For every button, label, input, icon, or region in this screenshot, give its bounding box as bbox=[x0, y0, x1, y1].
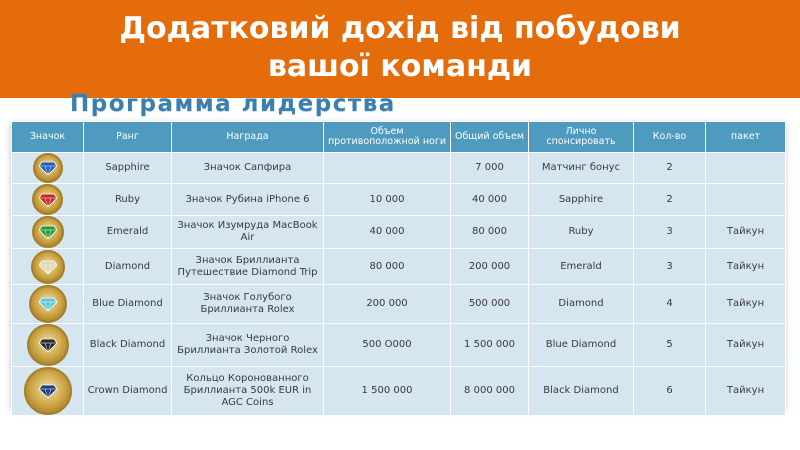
reward-cell: Значок Бриллианта Путешествие Diamond Trip bbox=[172, 249, 324, 285]
personal-sponsor-cell: Матчинг бонус bbox=[529, 153, 634, 184]
total-volume-cell: 200 000 bbox=[451, 249, 529, 285]
badge-cell bbox=[12, 249, 84, 285]
badge-cell bbox=[12, 324, 84, 367]
personal-sponsor-cell: Sapphire bbox=[529, 184, 634, 216]
quantity-cell: 2 bbox=[634, 184, 706, 216]
program-subtitle: Программа лидерства bbox=[70, 91, 396, 117]
reward-cell: Значок Черного Бриллианта Золотой Rolex bbox=[172, 324, 324, 367]
total-volume-cell: 40 000 bbox=[451, 184, 529, 216]
opposite-volume-cell: 10 000 bbox=[324, 184, 451, 216]
rank-cell: Crown Diamond bbox=[84, 367, 172, 416]
opposite-volume-cell bbox=[324, 153, 451, 184]
col-header-personal-sponsor: Лично спонсировать bbox=[529, 122, 634, 153]
quantity-cell: 5 bbox=[634, 324, 706, 367]
quantity-cell: 6 bbox=[634, 367, 706, 416]
rank-badge-icon bbox=[33, 153, 63, 183]
package-cell: Тайкун bbox=[706, 249, 786, 285]
rank-badge-icon bbox=[29, 285, 67, 323]
table-row bbox=[12, 216, 786, 249]
table-header-row bbox=[12, 122, 786, 153]
total-volume-cell: 1 500 000 bbox=[451, 324, 529, 367]
reward-cell: Кольцо Коронованного Бриллианта 500k EUR in AGC Coins bbox=[172, 367, 324, 416]
rank-cell: Diamond bbox=[84, 249, 172, 285]
package-cell: Тайкун bbox=[706, 216, 786, 249]
rank-badge-icon bbox=[24, 367, 72, 415]
col-header-reward: Награда bbox=[172, 122, 324, 153]
badge-cell bbox=[12, 285, 84, 324]
leadership-table bbox=[11, 121, 786, 416]
rank-cell: Black Diamond bbox=[84, 324, 172, 367]
table-row bbox=[12, 249, 786, 285]
reward-cell: Значок Изумруда MacBook Air bbox=[172, 216, 324, 249]
badge-cell bbox=[12, 153, 84, 184]
opposite-volume-cell: 80 000 bbox=[324, 249, 451, 285]
total-volume-cell: 7 000 bbox=[451, 153, 529, 184]
badge-cell bbox=[12, 367, 84, 416]
package-cell bbox=[706, 153, 786, 184]
personal-sponsor-cell: Diamond bbox=[529, 285, 634, 324]
table-row bbox=[12, 367, 786, 416]
title-banner bbox=[0, 0, 800, 98]
table-row bbox=[12, 184, 786, 216]
quantity-cell: 2 bbox=[634, 153, 706, 184]
col-header-opposite-volume: Объем противоположной ноги bbox=[324, 122, 451, 153]
col-header-rank: Ранг bbox=[84, 122, 172, 153]
col-header-package: пакет bbox=[706, 122, 786, 153]
badge-cell bbox=[12, 216, 84, 249]
rank-cell: Sapphire bbox=[84, 153, 172, 184]
title-line-1: Додатковий дохід від побудови bbox=[119, 11, 681, 46]
rank-cell: Ruby bbox=[84, 184, 172, 216]
reward-cell: Значок Рубина iPhone 6 bbox=[172, 184, 324, 216]
rank-badge-icon bbox=[31, 250, 65, 284]
total-volume-cell: 500 000 bbox=[451, 285, 529, 324]
col-header-badge: Значок bbox=[12, 122, 84, 153]
table-row bbox=[12, 285, 786, 324]
rank-cell: Emerald bbox=[84, 216, 172, 249]
table-row bbox=[12, 153, 786, 184]
package-cell: Тайкун bbox=[706, 367, 786, 416]
leadership-table-container bbox=[11, 121, 785, 408]
opposite-volume-cell: 500 О000 bbox=[324, 324, 451, 367]
opposite-volume-cell: 40 000 bbox=[324, 216, 451, 249]
col-header-quantity: Кол-во bbox=[634, 122, 706, 153]
rank-badge-icon bbox=[32, 216, 64, 248]
opposite-volume-cell: 200 000 bbox=[324, 285, 451, 324]
title-line-2: вашої команди bbox=[267, 49, 533, 84]
total-volume-cell: 80 000 bbox=[451, 216, 529, 249]
quantity-cell: 4 bbox=[634, 285, 706, 324]
quantity-cell: 3 bbox=[634, 249, 706, 285]
total-volume-cell: 8 000 000 bbox=[451, 367, 529, 416]
package-cell: Тайкун bbox=[706, 285, 786, 324]
rank-cell: Blue Diamond bbox=[84, 285, 172, 324]
reward-cell: Значок Сапфира bbox=[172, 153, 324, 184]
personal-sponsor-cell: Emerald bbox=[529, 249, 634, 285]
col-header-total-volume: Общий объем bbox=[451, 122, 529, 153]
package-cell bbox=[706, 184, 786, 216]
quantity-cell: 3 bbox=[634, 216, 706, 249]
package-cell: Тайкун bbox=[706, 324, 786, 367]
personal-sponsor-cell: Blue Diamond bbox=[529, 324, 634, 367]
personal-sponsor-cell: Black Diamond bbox=[529, 367, 634, 416]
rank-badge-icon bbox=[27, 324, 69, 366]
opposite-volume-cell: 1 500 000 bbox=[324, 367, 451, 416]
rank-badge-icon bbox=[32, 184, 63, 215]
personal-sponsor-cell: Ruby bbox=[529, 216, 634, 249]
badge-cell bbox=[12, 184, 84, 216]
reward-cell: Значок Голубого Бриллианта Rolex bbox=[172, 285, 324, 324]
table-row bbox=[12, 324, 786, 367]
